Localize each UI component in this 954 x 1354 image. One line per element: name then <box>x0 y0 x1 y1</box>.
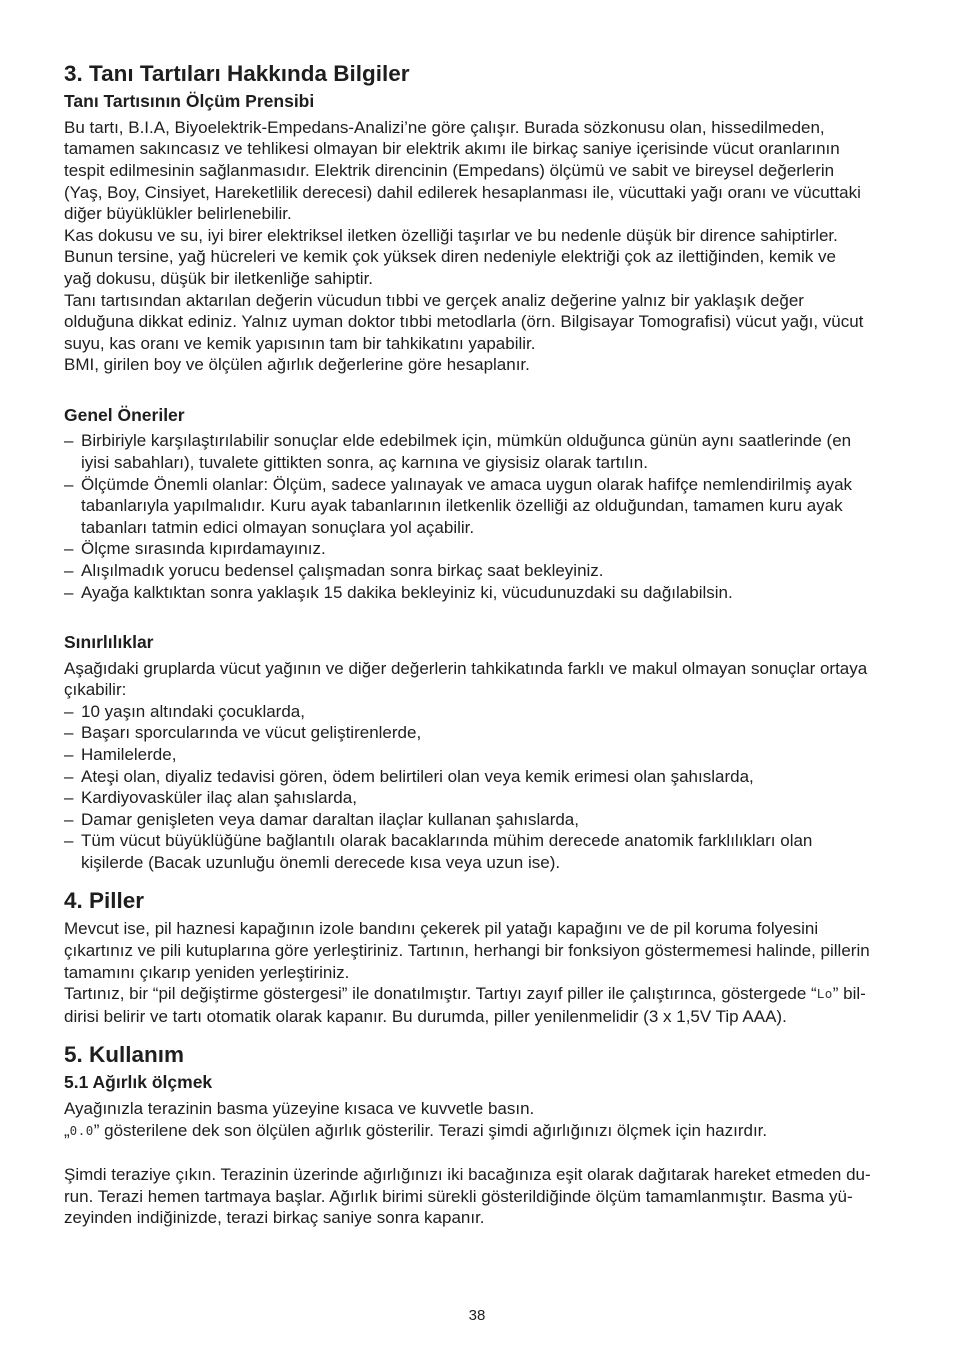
list-bullet: – <box>64 582 74 602</box>
list-bullet: – <box>64 831 74 851</box>
text-line: Kardiyovasküler ilaç alan şahıslarda, <box>81 788 357 808</box>
text-line: run. Terazi hemen tartmaya başlar. Ağırlık birimi sürekli gösterildiğinde ölçüm tamamlanmıştır. Basma yü- <box>64 1186 853 1206</box>
list-item-text <box>81 582 733 604</box>
list-item-text <box>81 787 357 809</box>
subsection-heading: 5.1 Ağırlık ölçmek <box>64 1072 213 1093</box>
text-line: tamamen sakıncasız ve tehlikesi olmayan bir elektrik akımı ile birkaç saniye içerisinde vücut oranlarının <box>64 139 840 159</box>
list-bullet: – <box>64 701 74 721</box>
text-line: olduğuna dikkat ediniz. Yalnız uyman doktor tıbbi metodlarla (örn. Bilgisayar Tomografisi) vücut yağı, vücut <box>64 312 864 332</box>
paragraph <box>64 117 934 376</box>
paragraph <box>64 918 934 1027</box>
list-item-text <box>81 538 326 560</box>
section-heading: 4. Piller <box>64 888 145 914</box>
list-item <box>64 582 934 604</box>
text-line: Aşağıdaki gruplarda vücut yağının ve diğer değerlerin tahkikatında farklı ve makul olmayan sonuçlar ortaya <box>64 658 868 678</box>
text-segment: Tartınız, bir “pil değiştirme göstergesi” ile donatılmıştır. Tartıyı zayıf piller ile çalıştırınca, göstergede “ <box>64 984 817 1004</box>
list-bullet: – <box>64 766 74 786</box>
text-line: çıkartınız ve pili kutuplarına göre yerleştiriniz. Tartının, herhangi bir fonksiyon göstermemesi halinde, pillerin <box>64 941 870 961</box>
list-bullet: – <box>64 809 74 829</box>
text-line: zeyinden indiğinizde, terazi birkaç saniye sonra kapanır. <box>64 1208 485 1228</box>
text-line: tamamını çıkarıp yeniden yerleştiriniz. <box>64 962 350 982</box>
list-bullet: – <box>64 788 74 808</box>
list-item-text <box>81 722 421 744</box>
list-item <box>64 722 934 744</box>
list-item-text <box>81 474 852 539</box>
text-segment: ” bil- <box>832 984 866 1004</box>
text-line: suyu, kas oranı ve kemik yapısının tam bir tahkikatını yapabilir. <box>64 333 536 353</box>
text-line: iyisi sabahları), tuvalete gittikten sonra, aç karnına ve giysisiz olarak tartılın. <box>81 453 648 472</box>
text-line: Bu tartı, B.I.A, Biyoelektrik-Empedans-Analizi’ne göre çalışır. Burada sözkonusu olan, hissedilmeden, <box>64 117 825 137</box>
text-line: Ölçme sırasında kıpırdamayınız. <box>81 539 326 559</box>
paragraph <box>64 1098 934 1142</box>
list-item-text <box>81 430 851 473</box>
text-line: Ayağınızla terazinin basma yüzeyine kısaca ve kuvvetle basın. <box>64 1099 535 1119</box>
text-line: (Yaş, Boy, Cinsiyet, Hareketlilik derecesi) dahil edilerek hesaplanması ile, vücuttaki yağı oranı ve vücuttaki <box>64 182 861 202</box>
list-item <box>64 766 934 788</box>
text-line: kişilerde (Bacak uzunluğu önemli derecede kısa veya uzun ise). <box>81 852 561 872</box>
subsection-heading: Sınırlılıklar <box>64 631 154 652</box>
text-segment: „ <box>64 1120 70 1140</box>
text-line: Mevcut ise, pil haznesi kapağının izole bandını çekerek pil yatağı kapağını ve de pil koruma folyesini <box>64 919 819 939</box>
text-line: tabanlarıyla yapılmalıdır. Kuru ayak tabanlarının iletkenlik özelliği az olduğundan, tamamen kuru ayak <box>81 496 843 516</box>
text-line: Ateşi olan, diyaliz tedavisi gören, ödem belirtileri olan veya kemik erimesi olan şahıslarda, <box>81 766 754 786</box>
text-line: dirisi belirir ve tartı otomatik olarak kapanır. Bu durumda, piller yenilenmelidir (3 x 1,5V Tip AAA). <box>64 1006 787 1026</box>
text-line: tabanları tatmin edici olmayan sonuçlara yol açabilir. <box>81 517 475 537</box>
text-line: BMI, girilen boy ve ölçülen ağırlık değerlerine göre hesaplanır. <box>64 355 530 375</box>
text-line: Kas dokusu ve su, iyi birer elektriksel iletken özelliği taşırlar ve bu nedenle düşük bir dirence sahiptirler. <box>64 225 838 245</box>
list-item <box>64 830 934 873</box>
list-item-text <box>81 830 812 873</box>
subsection-heading: Tanı Tartısının Ölçüm Prensibi <box>64 91 315 111</box>
text-line: Ölçümde Önemli olanlar: Ölçüm, sadece yalınayak ve amaca uygun olarak hafifçe nemlendirilmiş ayak <box>81 474 853 494</box>
list-bullet: – <box>64 431 74 451</box>
bullet-list <box>64 430 934 603</box>
bullet-list <box>64 701 934 874</box>
list-item <box>64 809 934 831</box>
section-heading: 3. Tanı Tartıları Hakkında Bilgiler <box>64 61 410 86</box>
text-line: Tanı tartısından aktarılan değerin vücudun tıbbi ve gerçek analiz değerine yalnız bir yaklaşık değer <box>64 290 804 310</box>
list-bullet: – <box>64 560 74 580</box>
list-bullet: – <box>64 474 74 494</box>
list-item <box>64 560 934 582</box>
page-number: 38 <box>468 1307 486 1324</box>
text-segment: ” gösterilene dek son ölçülen ağırlık gösterilir. Terazi şimdi ağırlığınızı ölçmek için hazırdır. <box>93 1120 768 1140</box>
text-line: Bunun tersine, yağ hücreleri ve kemik çok yüksek diren nedeniyle elektriği çok az ilettiğinden, kemik ve <box>64 247 836 267</box>
text-line: 10 yaşın altındaki çocuklarda, <box>81 701 305 721</box>
text-line: Alışılmadık yorucu bedensel çalışmadan sonra birkaç saat bekleyiniz. <box>81 560 604 580</box>
list-item-text <box>81 744 176 766</box>
text-line: Başarı sporcularında ve vücut geliştirenlerde, <box>81 723 422 743</box>
text-line: yağ dokusu, düşük bir iletkenliğe sahiptir. <box>64 269 374 289</box>
text-line <box>64 983 934 1006</box>
page-content <box>64 60 934 1229</box>
list-item <box>64 787 934 809</box>
list-item-text <box>81 701 305 723</box>
text-line: Hamilelerde, <box>81 744 177 764</box>
subsection-heading: Genel Öneriler <box>64 404 185 425</box>
paragraph <box>64 658 934 701</box>
text-line: Damar genişleten veya damar daraltan ilaçlar kullanan şahıslarda, <box>81 809 579 829</box>
list-item-text <box>81 809 579 831</box>
list-bullet: – <box>64 723 74 743</box>
list-item <box>64 474 934 539</box>
text-line <box>64 1120 934 1143</box>
document-section <box>64 1041 934 1228</box>
document-section <box>64 887 934 1027</box>
text-line: Şimdi teraziye çıkın. Terazinin üzerinde ağırlığınızı iki bacağınıza eşit olarak dağıtarak hareket etmeden du- <box>64 1165 871 1185</box>
list-item-text <box>81 560 604 582</box>
list-item <box>64 538 934 560</box>
document-section <box>64 60 934 873</box>
paragraph <box>64 1164 934 1229</box>
text-line: diğer büyüklükler belirlenebilir. <box>64 204 292 224</box>
list-item <box>64 430 934 473</box>
list-bullet: – <box>64 539 74 559</box>
list-bullet: – <box>64 744 74 764</box>
text-line: çıkabilir: <box>64 680 127 700</box>
text-line: tespit edilmesinin sağlanmasıdır. Elektrik direncinin (Empedans) ölçümü ve sabit ve bireysel değerlerin <box>64 161 835 181</box>
section-heading: 5. Kullanım <box>64 1042 185 1068</box>
text-line: Tüm vücut büyüklüğüne bağlantılı olarak bacaklarında mühim derecede anatomik farklılıkları olan <box>81 831 813 851</box>
list-item-text <box>81 766 754 788</box>
text-line: Birbiriyle karşılaştırılabilir sonuçlar elde edebilmek için, mümkün olduğunca günün aynı saatlerinde (en <box>81 431 852 451</box>
lcd-display-glyph: 0.0 <box>69 1122 94 1138</box>
list-item <box>64 701 934 723</box>
list-item <box>64 744 934 766</box>
text-line: Ayağa kalktıktan sonra yaklaşık 15 dakika bekleyiniz ki, vücudunuzdaki su dağılabilsin. <box>81 582 733 602</box>
lcd-display-glyph: Lo <box>816 986 833 1002</box>
